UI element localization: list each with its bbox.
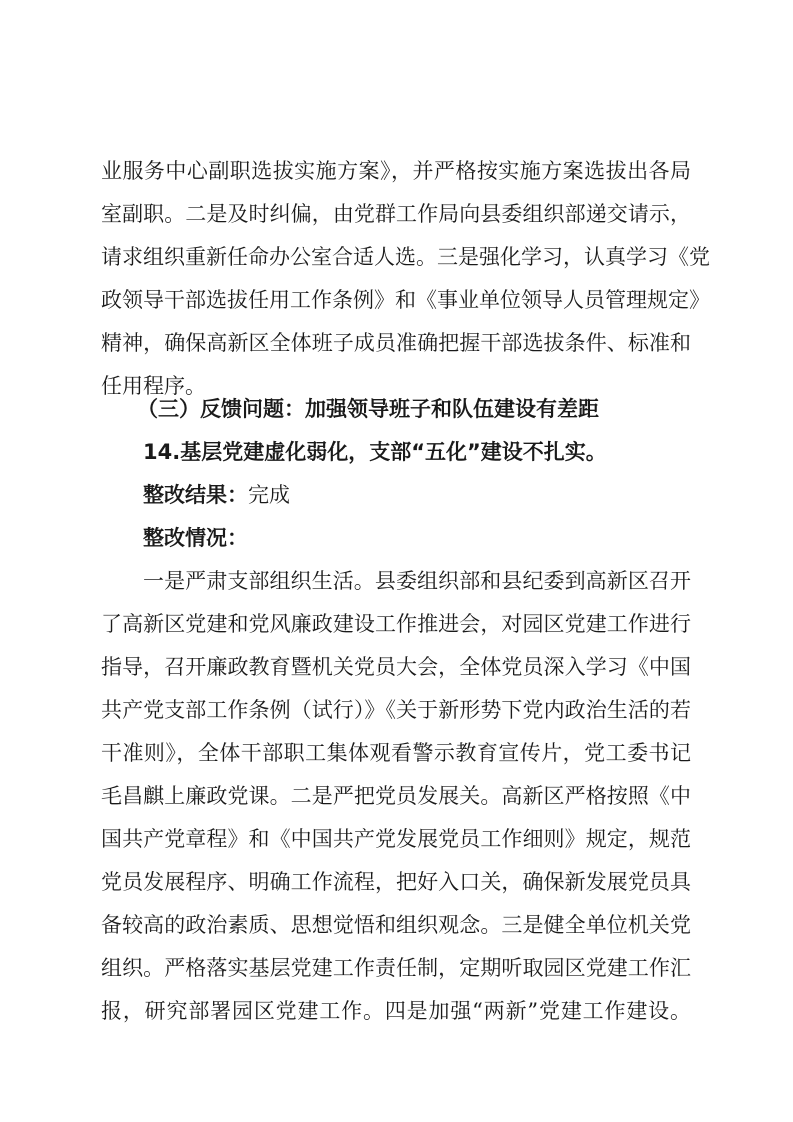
section-heading: （三）反馈问题：加强领导班子和队伍建设有差距 (137, 397, 599, 421)
body-text-line: 党员发展程序、明确工作流程，把好入口关，确保新发展党员具 (101, 870, 691, 894)
situation-label: 整改情况： (143, 526, 248, 550)
body-text-line: 一是严肃支部组织生活。县委组织部和县纪委到高新区召开 (143, 569, 691, 593)
body-text-line: 国共产党章程》和《中国共产党发展党员工作细则》规定，规范 (101, 827, 691, 851)
body-text-line: 共产党支部工作条例（试行）》《关于新形势下党内政治生活的若 (101, 698, 691, 722)
rectification-result (143, 475, 691, 515)
result-value: 完成 (248, 483, 290, 507)
body-text-line: 组织。严格落实基层党建工作责任制，定期听取园区党建工作汇 (101, 956, 691, 980)
body-text-line: 政领导干部选拔任用工作条例》和《事业单位领导人员管理规定》 (101, 288, 710, 312)
body-text-line: 毛昌麒上廉政党课。二是严把党员发展关。高新区严格按照《中 (101, 784, 691, 808)
body-text-line: 了高新区党建和党风廉政建设工作推进会，对园区党建工作进行 (101, 612, 691, 636)
rectification-situation (143, 518, 691, 558)
body-text-line: 报，研究部署园区党建工作。四是加强“两新”党建工作建设。 (101, 999, 691, 1023)
item-heading: 14.基层党建虚化弱化，支部“五化”建设不扎实。 (143, 440, 607, 464)
body-text-line: 业服务中心副职选拔实施方案》，并严格按实施方案选拔出各局 (101, 159, 691, 183)
body-text-line: 精神，确保高新区全体班子成员准确把握干部选拔条件、标准和 (101, 331, 691, 355)
body-text-line: 干准则》，全体干部职工集体观看警示教育宣传片，党工委书记 (101, 741, 691, 765)
body-text-line: 任用程序。 (101, 374, 206, 398)
body-text-line: 备较高的政治素质、思想觉悟和组织观念。三是健全单位机关党 (101, 913, 691, 937)
result-label: 整改结果： (143, 483, 248, 507)
body-text-line: 请求组织重新任命办公室合适人选。三是强化学习，认真学习《党 (101, 245, 710, 269)
body-text-line: 指导，召开廉政教育暨机关党员大会，全体党员深入学习《中国 (101, 655, 691, 679)
body-text-line: 室副职。二是及时纠偏，由党群工作局向县委组织部递交请示， (101, 202, 691, 226)
